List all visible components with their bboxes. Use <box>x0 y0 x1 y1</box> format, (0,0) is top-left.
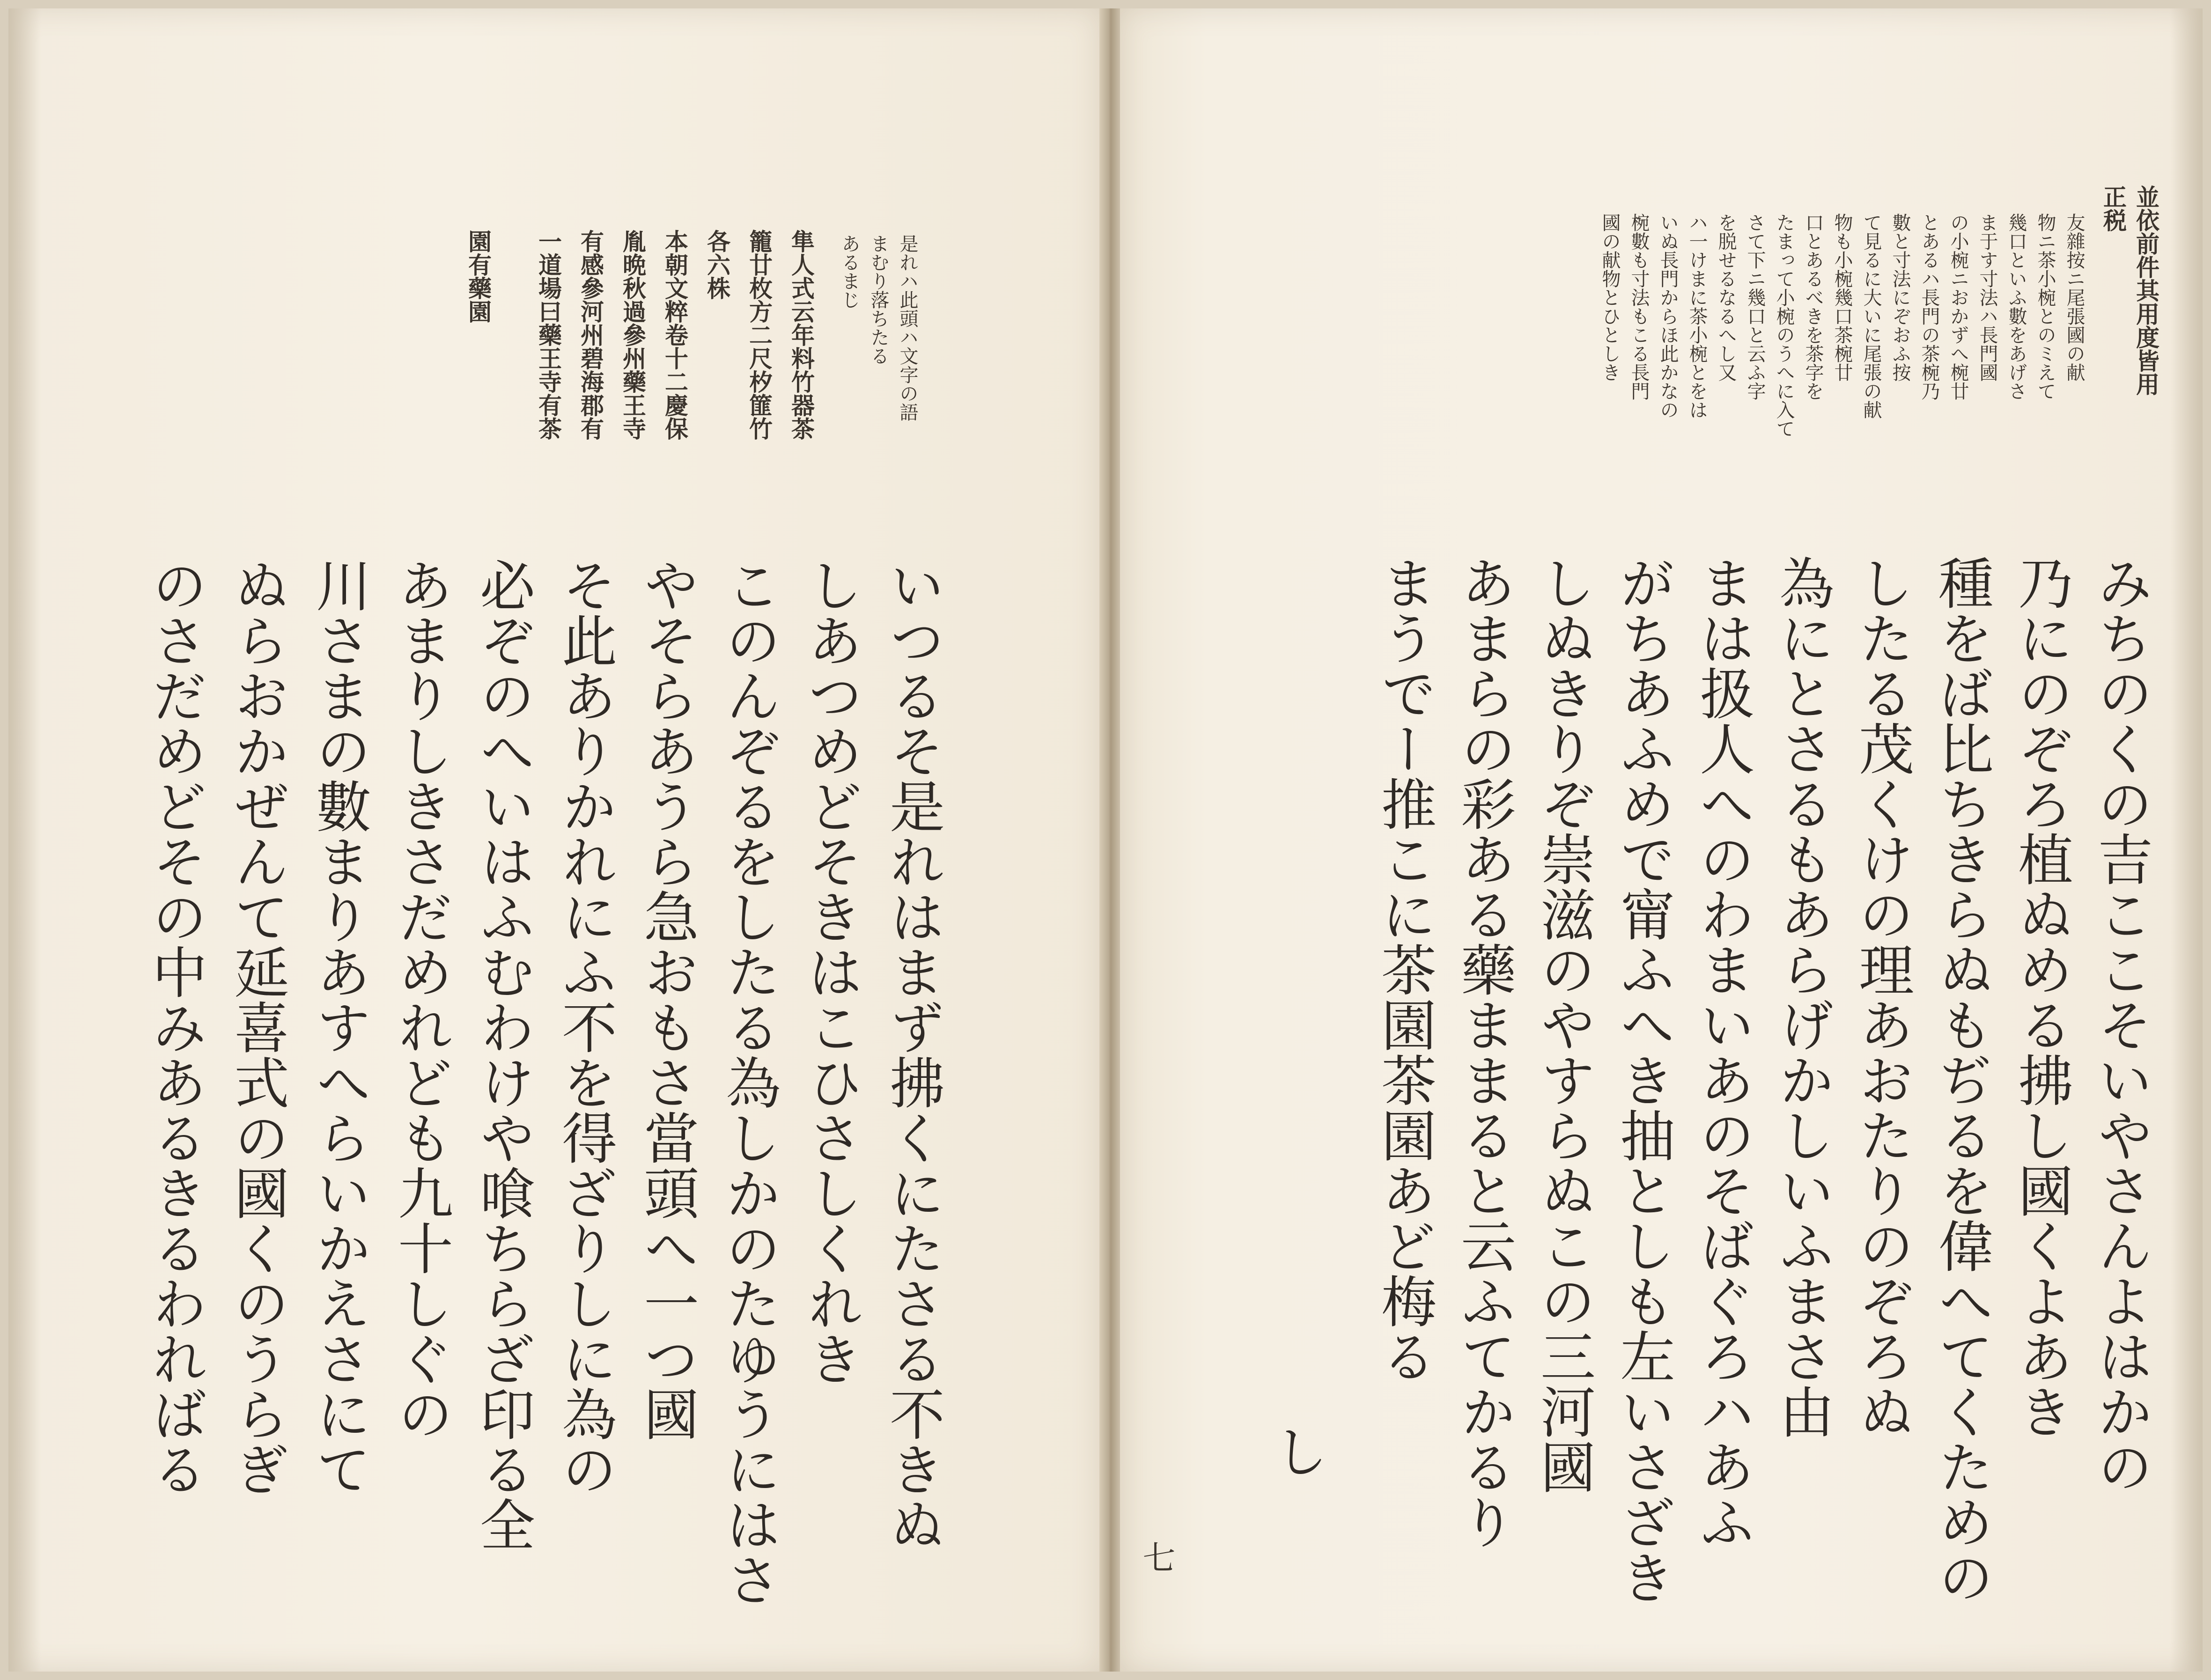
left-note-large-col-5: 胤晩秋過參州藥王寺 <box>619 229 647 440</box>
right-note-col-3: 友雜按ニ尾張國の献 <box>2064 213 2085 382</box>
right-main-col-3: 種をば比ちきらぬもぢるを偉へてくための <box>1929 555 1994 1605</box>
right-main-col-9: あまらの彩ある藥ままると云ふてかるり <box>1452 555 1516 1549</box>
left-main-col-4: やそらあうら急おもさ當頭へ一つ國 <box>634 557 699 1441</box>
right-note-col-18: 椀數も寸法もこる長門 <box>1628 213 1650 400</box>
right-note-col-4: 物ニ茶小椀とのミえて <box>2034 213 2056 400</box>
right-main-col-7: がちあふめで甯ふへき抽としも左いさざき <box>1611 555 1675 1605</box>
right-note-col-8: とあるハ長門の茶椀乃 <box>1918 213 1940 400</box>
left-note-large-col-4: 本朝文粹卷十二慶保 <box>661 229 689 440</box>
page-number: 七 <box>1137 1540 1176 1573</box>
left-note-col-3: あるまじ <box>839 234 860 309</box>
left-main-col-9: ぬらおかぜんて延喜式の國くのうらぎ <box>225 557 289 1496</box>
left-main-col-1: いつるそ是れはまず拂くにたさる不きぬ <box>880 557 945 1552</box>
right-note-col-13: たまって小椀のうへに入て <box>1773 213 1795 438</box>
right-note-col-14: さて下ニ幾口と云ふ字 <box>1744 213 1766 400</box>
right-note-col-9: 數と寸法にぞおふ按 <box>1889 213 1911 382</box>
right-main-col-1: みちのくの吉ここそいやさんよはかの <box>2088 555 2153 1494</box>
right-main-col-11: し <box>1264 1423 1329 1479</box>
left-note-large-col-1: 隼人式云年料竹器茶 <box>788 229 815 440</box>
right-note-col-5: 幾口といふ數をあげさ <box>2005 213 2027 400</box>
right-note-col-12: 口とあるべきを茶字を <box>1802 213 1824 400</box>
left-note-col-2: まむり落ちたる <box>868 234 889 365</box>
left-main-col-6: 必ぞのへいはふむわけや喰ちらざ印る全 <box>471 557 535 1552</box>
left-main-col-8: 川さまの數まりあすへらいかえさにて <box>307 557 371 1496</box>
right-main-col-8: しぬきりぞ崇滋のやすらぬこの三河國 <box>1531 555 1596 1494</box>
left-note-large-col-6: 有感參河州碧海郡有 <box>577 229 604 440</box>
right-main-col-5: 為にとさるもあらげかしいふまさ由 <box>1770 555 1835 1439</box>
right-note-col-16: ハ一けまに茶小椀とをは <box>1686 213 1708 419</box>
left-note-large-col-7: 一道場曰藥王寺有茶 <box>535 229 562 440</box>
left-main-col-5: そ此ありかれにふ不を得ざりしに為の <box>553 557 617 1496</box>
right-note-col-6: ま于す寸法ハ長門國 <box>1976 213 1998 382</box>
right-note-col-1: 並依前件其用度皆用 <box>2132 185 2160 396</box>
right-main-col-6: まは扱人へのわまいあのそばぐろハあふ <box>1690 555 1755 1549</box>
right-note-col-10: て見るに大いに尾張の献 <box>1860 213 1882 419</box>
right-note-col-2: 正税 <box>2100 185 2127 232</box>
right-note-col-15: を脱せるなるへし又 <box>1715 213 1737 382</box>
right-main-col-4: したる茂くけの理あおたりのぞろぬ <box>1850 555 1914 1439</box>
right-note-col-17: いぬ長門からほ此かなの <box>1657 213 1679 419</box>
left-note-large-col-3: 各六株 <box>703 229 731 300</box>
left-note-col-1: 是れハ此頭ハ文字の語 <box>897 234 918 421</box>
left-main-col-10: のさだめどその中みあるきるわればる <box>143 557 207 1496</box>
right-page-edge <box>2170 8 2203 1672</box>
right-main-col-10: まうでー推こに茶園茶園あど梅る <box>1372 555 1437 1384</box>
right-note-col-19: 國の献物とひとしき <box>1599 213 1621 382</box>
left-page-edge <box>8 8 41 1672</box>
left-note-large-col-2: 籠廿枚方二尺𣏐篚竹 <box>745 229 773 440</box>
right-main-col-2: 乃にのぞろ植ぬめる拂し國くよあき <box>2009 555 2073 1439</box>
book-gutter <box>1099 8 1120 1672</box>
left-main-col-2: しあつめどそきはこひさしくれき <box>798 557 863 1386</box>
right-note-col-11: 物も小椀幾口茶椀廿 <box>1831 213 1853 382</box>
left-main-col-3: このんぞるをしたる為しかのたゆうにはさ <box>716 557 781 1607</box>
left-note-large-col-8: 園有藥園 <box>464 229 492 323</box>
left-main-col-7: あまりしきさだめれども九十しぐの <box>389 557 453 1441</box>
right-note-col-7: の小椀ニおかずへ椀廿 <box>1947 213 1969 400</box>
